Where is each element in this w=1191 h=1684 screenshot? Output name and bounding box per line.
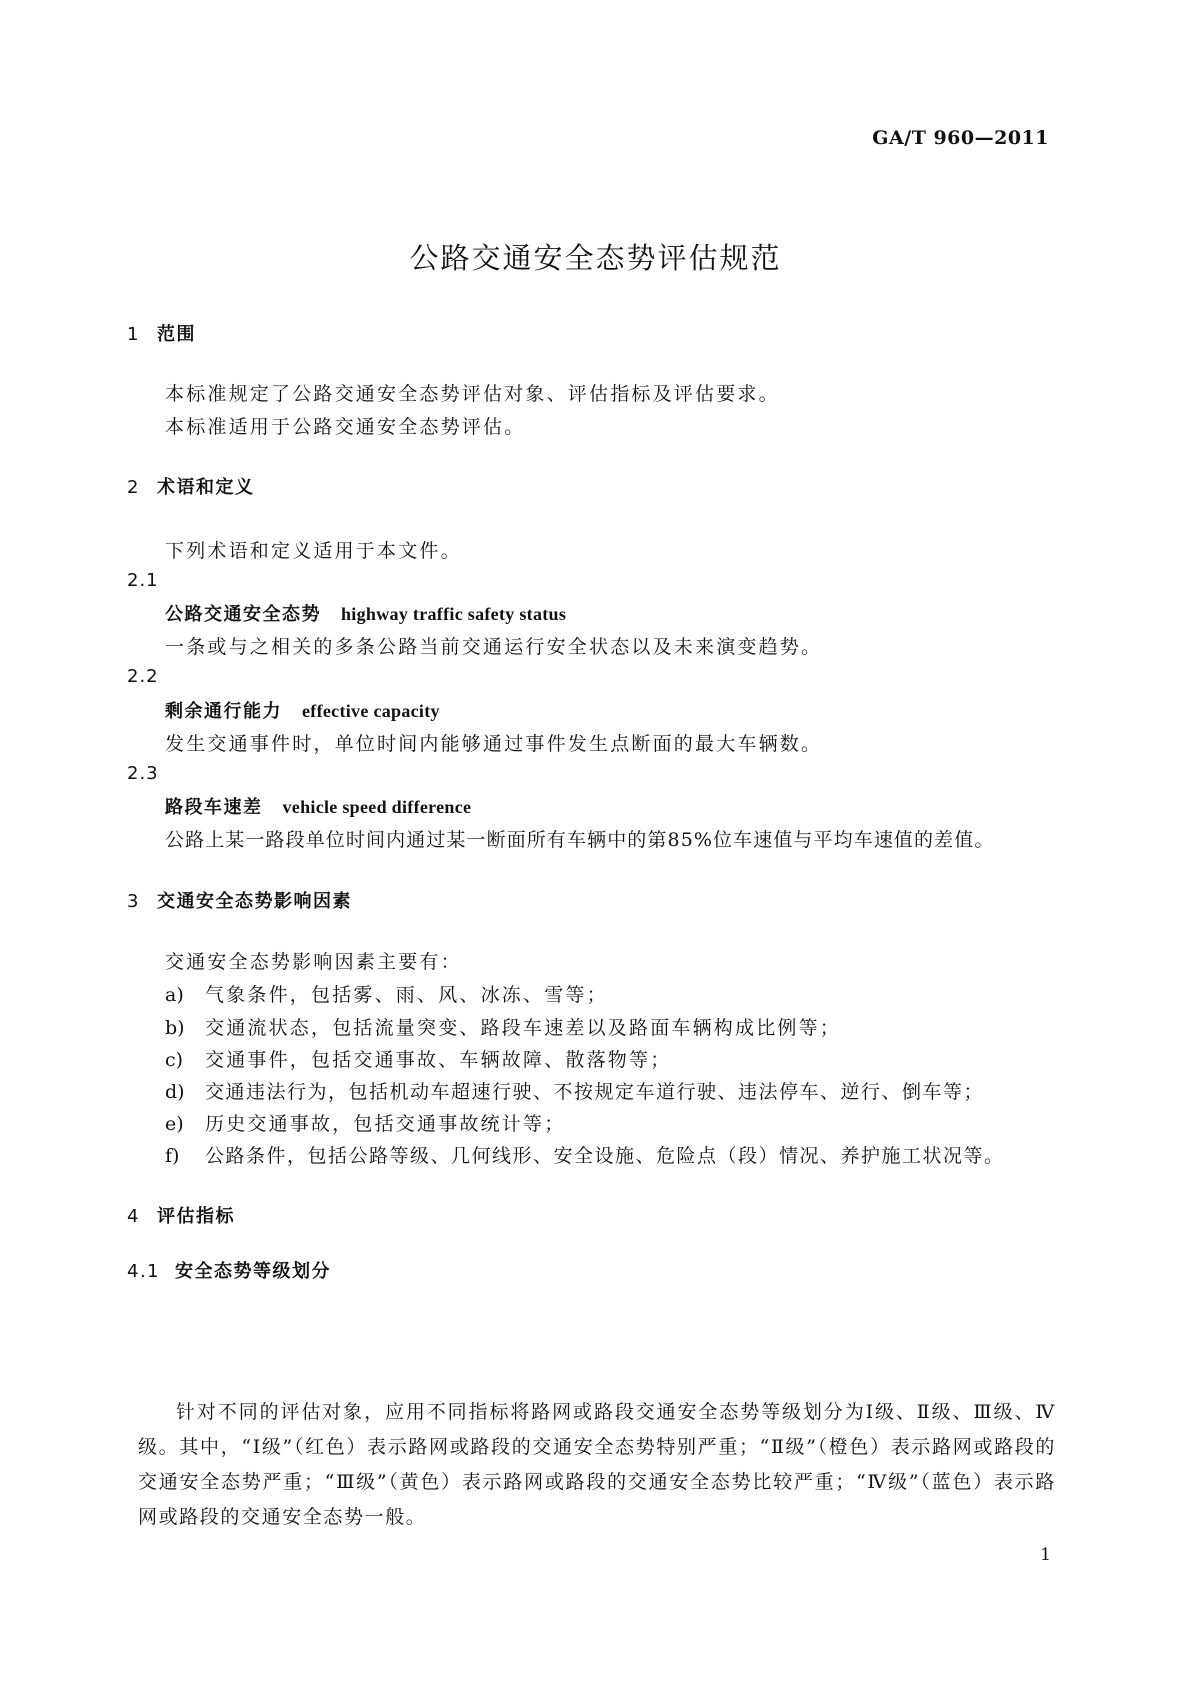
section-number: 4 bbox=[127, 1206, 140, 1227]
list-text: 公路条件，包括公路等级、几何线形、安全设施、危险点（段）情况、养护施工状况等。 bbox=[205, 1145, 1005, 1167]
section-title: 安全态势等级划分 bbox=[175, 1261, 331, 1282]
term-en: effective capacity bbox=[302, 701, 440, 721]
section-title: 术语和定义 bbox=[157, 477, 255, 498]
term-definition: 一条或与之相关的多条公路当前交通运行安全状态以及未来演变趋势。 bbox=[165, 636, 823, 658]
section-number: 2 bbox=[127, 477, 140, 498]
section-4-1-body: 针对不同的评估对象，应用不同指标将路网或路段交通安全态势等级划分为Ⅰ级、Ⅱ级、Ⅲ级、Ⅳ级。其中，“Ⅰ级”（红色）表示路网或路段的交通安全态势特别严重；“Ⅱ级”（橙色）表示路网或路段的交通安全态势严重；“Ⅲ级”（黄色）表示路网或路段的交通安全态势比较严重；“Ⅳ级”（蓝色）表示路网或路段的交通安全态势一般。 bbox=[138, 1401, 1056, 1528]
paragraph: 交通安全态势影响因素主要有： bbox=[165, 951, 462, 973]
paragraph: 下列术语和定义适用于本文件。 bbox=[165, 540, 462, 562]
list-item bbox=[165, 1077, 984, 1104]
term-en: vehicle speed difference bbox=[282, 797, 472, 817]
section-title: 范围 bbox=[157, 324, 196, 345]
list-marker: c) bbox=[165, 1049, 184, 1071]
section-title: 交通安全态势影响因素 bbox=[157, 891, 352, 912]
section-number: 1 bbox=[127, 324, 140, 345]
term-number: 2.1 bbox=[127, 570, 159, 591]
section-number: 3 bbox=[127, 891, 140, 912]
term-definition: 公路上某一路段单位时间内通过某一断面所有车辆中的第85%位车速值与平均车速值的差值。 bbox=[165, 829, 995, 851]
section-4-heading bbox=[127, 1202, 235, 1228]
standard-code: GA/T 960—2011 bbox=[872, 127, 1049, 149]
term-cn: 公路交通安全态势 bbox=[165, 604, 321, 625]
section-3-heading bbox=[127, 887, 352, 913]
document-title: 公路交通安全态势评估规范 bbox=[409, 241, 782, 275]
list-item bbox=[165, 1045, 671, 1072]
list-marker: e) bbox=[165, 1113, 184, 1135]
section-1-heading bbox=[127, 320, 196, 346]
term-number: 2.2 bbox=[127, 666, 159, 687]
page-number: 1 bbox=[1040, 1545, 1051, 1565]
term-heading bbox=[165, 697, 440, 723]
section-number: 4.1 bbox=[127, 1261, 161, 1282]
term-heading bbox=[165, 793, 471, 819]
list-marker: d) bbox=[165, 1081, 185, 1103]
list-text: 交通违法行为，包括机动车超速行驶、不按规定车道行驶、违法停车、逆行、倒车等； bbox=[205, 1081, 985, 1103]
paragraph: 本标准规定了公路交通安全态势评估对象、评估指标及评估要求。 bbox=[165, 383, 780, 405]
term-number: 2.3 bbox=[127, 763, 159, 784]
list-item bbox=[165, 1109, 565, 1136]
list-text: 气象条件，包括雾、雨、风、冰冻、雪等； bbox=[205, 984, 608, 1006]
term-en: highway traffic safety status bbox=[341, 604, 567, 624]
section-2-heading bbox=[127, 473, 255, 499]
list-item bbox=[165, 1013, 841, 1040]
list-marker: f) bbox=[165, 1145, 180, 1167]
term-definition: 发生交通事件时，单位时间内能够通过事件发生点断面的最大车辆数。 bbox=[165, 733, 823, 755]
term-cn: 剩余通行能力 bbox=[165, 701, 282, 722]
section-4-1-heading bbox=[127, 1257, 331, 1283]
term-heading bbox=[165, 600, 566, 626]
list-text: 交通流状态，包括流量突变、路段车速差以及路面车辆构成比例等； bbox=[205, 1017, 842, 1039]
list-marker: b) bbox=[165, 1017, 185, 1039]
term-cn: 路段车速差 bbox=[165, 797, 263, 818]
section-title: 评估指标 bbox=[157, 1206, 235, 1227]
list-text: 历史交通事故，包括交通事故统计等； bbox=[205, 1113, 566, 1135]
list-marker: a) bbox=[165, 984, 184, 1006]
paragraph: 本标准适用于公路交通安全态势评估。 bbox=[165, 416, 526, 438]
list-item bbox=[165, 980, 608, 1007]
list-item bbox=[165, 1141, 1005, 1168]
list-text: 交通事件，包括交通事故、车辆故障、散落物等； bbox=[205, 1049, 672, 1071]
